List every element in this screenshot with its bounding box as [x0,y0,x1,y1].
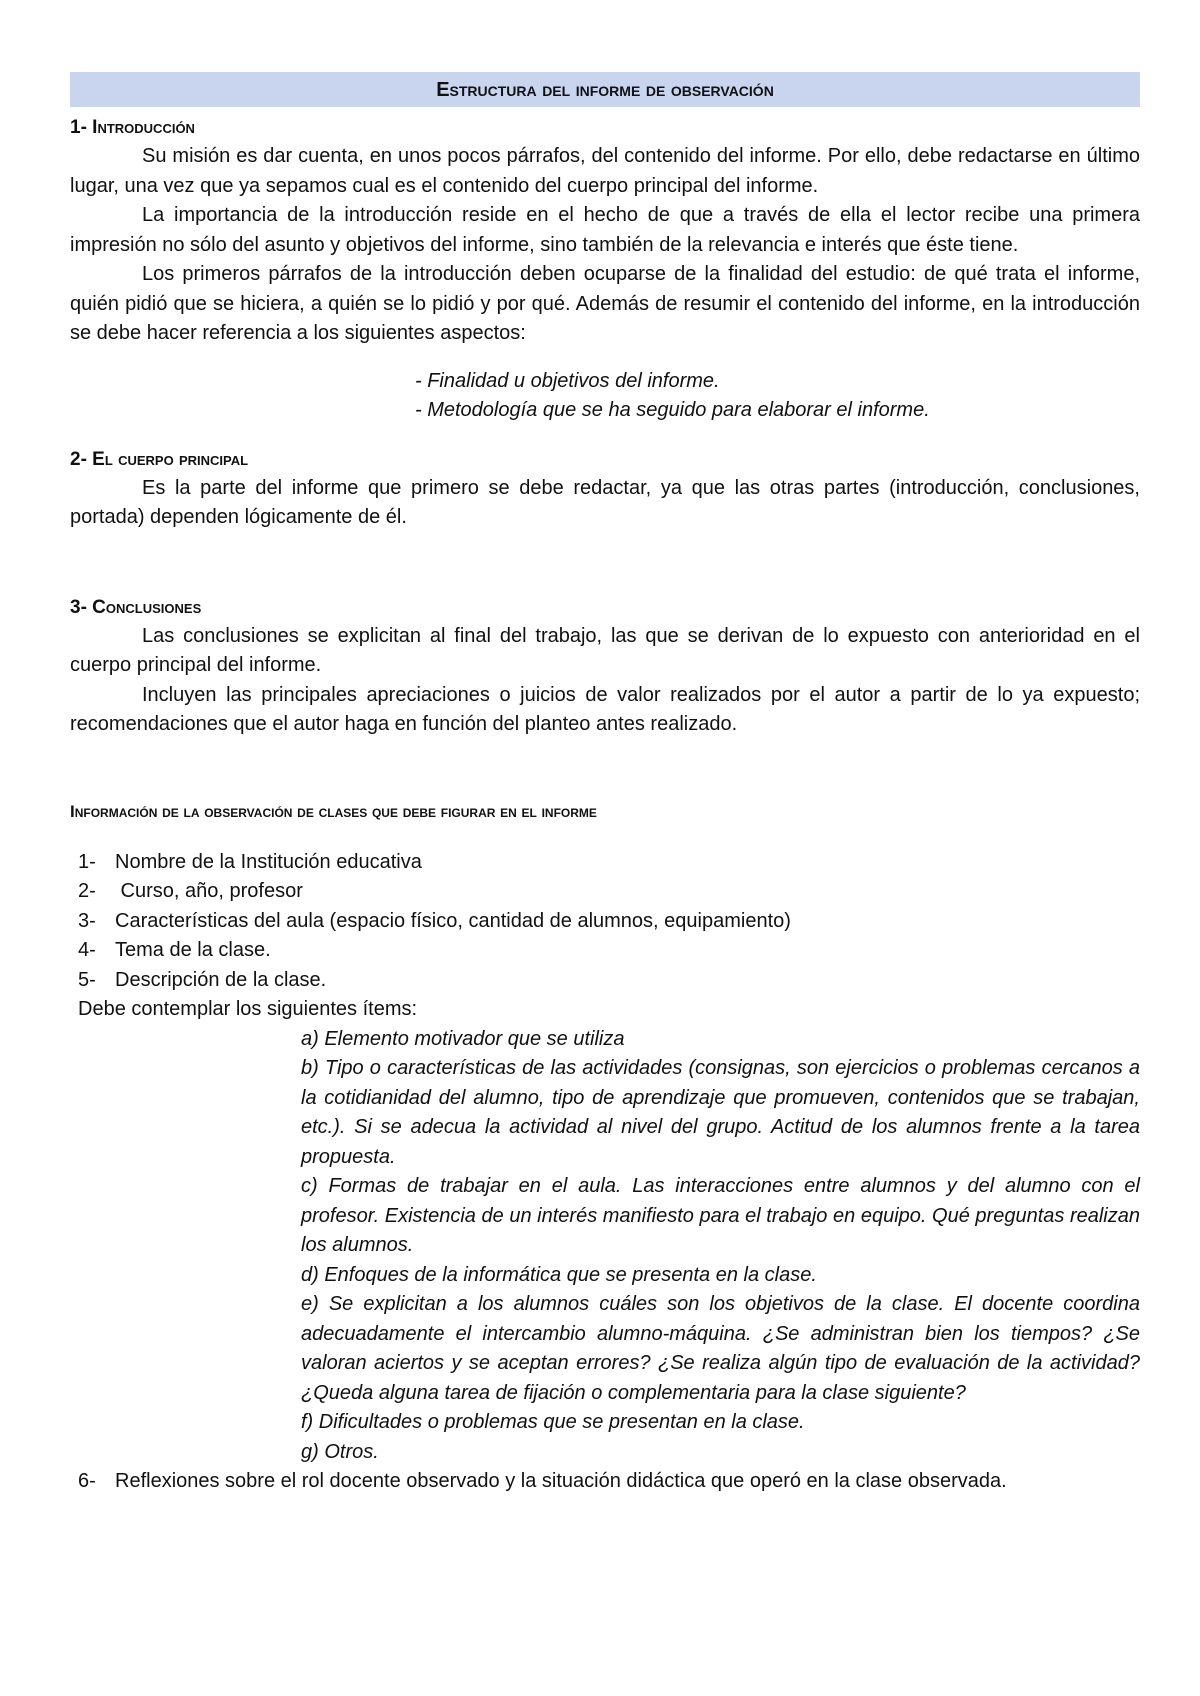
paragraph: Incluyen las principales apreciaciones o juicios de valor realizados por el autor a partir de lo ya expuesto; recomendaciones que el autor haga en función del planteo antes realizado. [70,683,1140,735]
item-text: Curso, año, profesor [115,880,303,902]
paragraph: Su misión es dar cuenta, en unos pocos párrafos, del contenido del informe. Por ello, debe redactarse en último lugar, una vez que ya sepamos cual es el contenido del cuerpo principal del informe. [70,145,1140,197]
list-item [70,936,1140,966]
section-cuerpo-principal [70,445,1140,533]
list-item [70,907,1140,937]
item-text: Descripción de la clase. [115,968,327,991]
sub-item: f) Dificultades o problemas que se presentan en la clase. [301,1411,805,1433]
item-text: Nombre de la Institución educativa [115,850,422,873]
numbered-list [70,848,1140,1497]
item-number: 1- [78,850,96,873]
section-conclusiones [70,593,1140,740]
section-heading: 1- Introducción [70,117,195,138]
sub-item: a) Elemento motivador que se utiliza [301,1027,625,1050]
list-item [70,848,1140,878]
sub-item: c) Formas de trabajar en el aula. Las interacciones entre alumnos y del alumno con el profesor. Existencia de un interés manifiesto para el trabajo en equipo. Qué preguntas realizan los alumnos. [301,1175,1140,1256]
document-title: Estructura del informe de observación [70,72,1140,107]
sub-items-list [301,1025,1140,1468]
item-text: Características del aula (espacio físico, cantidad de alumnos, equipamiento) [115,909,791,932]
aspects-list [415,367,1140,425]
sub-item: e) Se explicitan a los alumnos cuáles son los objetivos de la clase. El docente coordina adecuadamente el intercambio alumno-máquina. ¿Se administran bien los tiempos? ¿Se valoran aciertos y se aceptan errores? ¿Se realiza algún tipo de evaluación de la actividad? ¿Queda alguna tarea de fijación o complementaria para la clase siguiente? [301,1293,1140,1404]
item-number: 2- [78,880,96,902]
item-text: Reflexiones sobre el rol docente observado y la situación didáctica que operó en la clase observada. [115,1470,1007,1492]
section-informacion [70,798,1140,1497]
paragraph: Las conclusiones se explicitan al final del trabajo, las que se derivan de lo expuesto con anterioridad en el cuerpo principal del informe. [70,624,1140,676]
section-heading: 3- Conclusiones [70,596,202,618]
list-item [70,1467,1140,1497]
list-item: - Finalidad u objetivos del informe. [415,369,720,392]
items-intro: Debe contemplar los siguientes ítems: [78,998,418,1020]
document-page [70,72,1140,1497]
item-number: 4- [78,939,96,961]
section-introduccion [70,113,1140,425]
sub-item: b) Tipo o características de las actividades (consignas, son ejercicios o problemas cercanos a la cotidianidad del alumno, tipo de aprendizaje que promueven, contenidos que se trabajan, etc.). Si se adecua la actividad al nivel del grupo. Actitud de los alumnos frente a la tarea propuesta. [301,1057,1140,1168]
section-heading: Información de la observación de clases que debe figurar en el informe [70,801,597,821]
item-text: Tema de la clase. [115,939,271,961]
section-heading: 2- El cuerpo principal [70,448,249,470]
item-number: 5- [78,968,96,991]
list-item [70,966,1140,996]
paragraph: Es la parte del informe que primero se debe redactar, ya que las otras partes (introducción, conclusiones, portada) dependen lógicamente de él. [70,476,1140,528]
sub-item: g) Otros. [301,1440,379,1463]
sub-item: d) Enfoques de la informática que se presenta en la clase. [301,1263,817,1286]
item-number: 3- [78,909,96,932]
paragraph: Los primeros párrafos de la introducción deben ocuparse de la finalidad del estudio: de qué trata el informe, quién pidió que se hiciera, a quién se lo pidió y por qué. Además de resumir el contenido del informe, en la introducción se debe hacer referencia a los siguientes aspectos: [70,263,1140,344]
item-number: 6- [78,1470,96,1492]
list-item: - Metodología que se ha seguido para elaborar el informe. [415,398,930,421]
paragraph: La importancia de la introducción reside en el hecho de que a través de ella el lector recibe una primera impresión no sólo del asunto y objetivos del informe, sino también de la relevancia e interés que éste tiene. [70,204,1140,256]
list-item [70,877,1140,907]
